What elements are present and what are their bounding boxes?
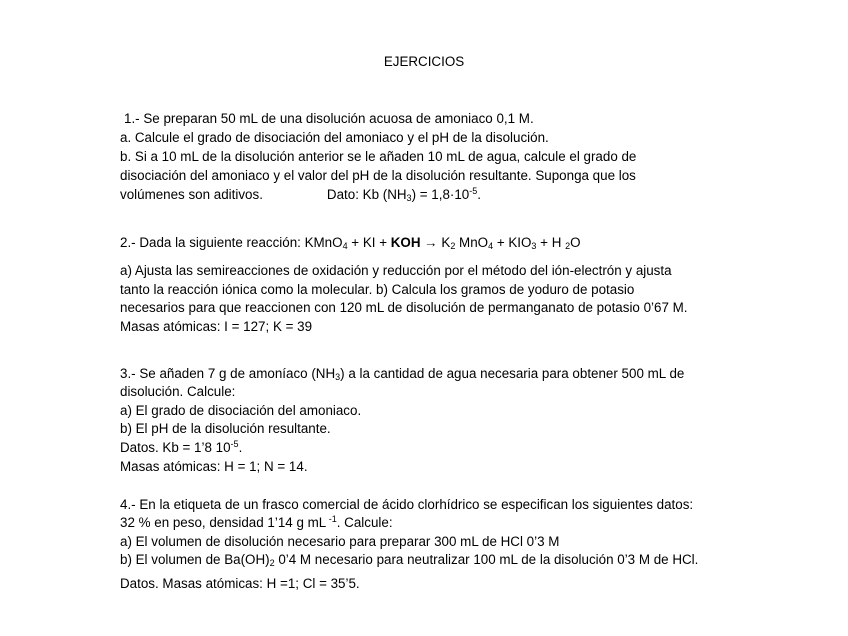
ex3-line-5-sup: -5 bbox=[230, 439, 239, 449]
ex2-reaction-f: + H bbox=[536, 235, 566, 250]
ex4-line-5: Datos. Masas atómicas: H =1; Cl = 35’5. bbox=[120, 576, 360, 591]
ex3-line-6: Masas atómicas: H = 1; N = 14. bbox=[120, 459, 308, 474]
ex2-reaction-c: K bbox=[441, 235, 451, 250]
ex3-line-5-b: . bbox=[238, 440, 243, 455]
ex3-line-1 bbox=[120, 365, 684, 383]
ex2-reaction-sub4: 3 bbox=[531, 241, 537, 251]
ex4-line-3: a) El volumen de disolución necesario para preparar 300 mL de HCl 0’3 M bbox=[120, 534, 560, 549]
ex1-dato-b: ) = 1,8·10 bbox=[411, 187, 470, 202]
ex4-line-4-sub: 2 bbox=[269, 558, 275, 568]
ex3-line-5 bbox=[120, 439, 242, 457]
ex2-reaction-sub1: 4 bbox=[342, 241, 348, 251]
ex4-line-4 bbox=[120, 551, 698, 569]
ex4-line-2-b: . Calcule: bbox=[336, 515, 393, 530]
ex3-line-3: a) El grado de disociación del amoniaco. bbox=[120, 403, 362, 418]
ex2-line-4: necesarios para que reaccionen con 120 mL de disolución de permanganato de potasio 0’67 M. bbox=[120, 300, 688, 315]
ex2-reaction-b: + KI + bbox=[347, 235, 391, 250]
ex1-dato-sub: 3 bbox=[406, 193, 412, 203]
ex2-reaction-e: + KIO bbox=[493, 235, 532, 250]
ex2-reaction-sub5: 2 bbox=[565, 241, 571, 251]
page-title: EJERCICIOS bbox=[383, 54, 465, 69]
ex1-line-3: b. Si a 10 mL de la disolución anterior se le añaden 10 mL de agua, calcule el grado de bbox=[120, 149, 637, 164]
ex2-reaction-koh: KOH bbox=[390, 235, 421, 250]
ex4-line-2-sup: -1 bbox=[326, 514, 337, 524]
ex3-line-1-sub: 3 bbox=[335, 372, 341, 382]
ex4-line-4-a: b) El volumen de Ba(OH) bbox=[120, 552, 270, 567]
ex1-dato-sup: -5 bbox=[469, 186, 478, 196]
ex2-reaction-sub3: 4 bbox=[488, 241, 494, 251]
ex3-line-4: b) El pH de la disolución resultante. bbox=[120, 421, 331, 436]
ex3-line-2: disolución. Calcule: bbox=[120, 384, 236, 399]
ex2-line-3: tanto la reacción iónica como la molecular. b) Calcula los gramos de yoduro de potasio bbox=[120, 282, 635, 297]
ex3-line-1-b: ) a la cantidad de agua necesaria para obtener 500 mL de bbox=[340, 366, 685, 381]
ex1-dato bbox=[327, 187, 481, 202]
reaction-arrow-icon: → bbox=[420, 235, 442, 250]
ex4-line-4-b: 0’4 M necesario para neutralizar 100 mL de la disolución 0’3 M de HCl. bbox=[274, 552, 699, 567]
ex1-line-5-text: volúmenes son aditivos. bbox=[120, 187, 263, 202]
ex2-reaction-g: O bbox=[570, 235, 581, 250]
ex3-line-5-a: Datos. Kb = 1’8 10 bbox=[120, 440, 231, 455]
ex2-reaction-d: MnO bbox=[455, 235, 489, 250]
ex1-dato-c: . bbox=[477, 187, 482, 202]
ex3-line-1-a: 3.- Se añaden 7 g de amoníaco (NH bbox=[120, 366, 336, 381]
ex1-line-2: a. Calcule el grado de disociación del amoniaco y el pH de la disolución. bbox=[120, 130, 549, 145]
ex2-reaction-a: 2.- Dada la siguiente reacción: KMnO bbox=[120, 235, 343, 250]
ex2-reaction bbox=[120, 234, 581, 252]
ex1-dato-a: Dato: Kb (NH bbox=[326, 187, 407, 202]
ex2-line-2: a) Ajusta las semireacciones de oxidación y reducción por el método del ión-electrón y ajusta bbox=[120, 263, 672, 278]
ex1-line-4: disociación del amoniaco y el valor del pH de la disolución resultante. Suponga que los bbox=[120, 168, 636, 183]
ex4-line-1: 4.- En la etiqueta de un frasco comercial de ácido clorhídrico se especifican los siguientes datos: bbox=[120, 497, 694, 512]
ex2-reaction-sub2: 2 bbox=[450, 241, 456, 251]
ex4-line-2-a: 32 % en peso, densidad 1’14 g mL bbox=[120, 515, 327, 530]
ex1-line-1: 1.- Se preparan 50 mL de una disolución acuosa de amoniaco 0,1 M. bbox=[124, 111, 534, 126]
ex2-line-5: Masas atómicas: I = 127; K = 39 bbox=[120, 319, 313, 334]
ex4-line-2 bbox=[120, 514, 393, 532]
ex1-line-5 bbox=[120, 186, 481, 204]
